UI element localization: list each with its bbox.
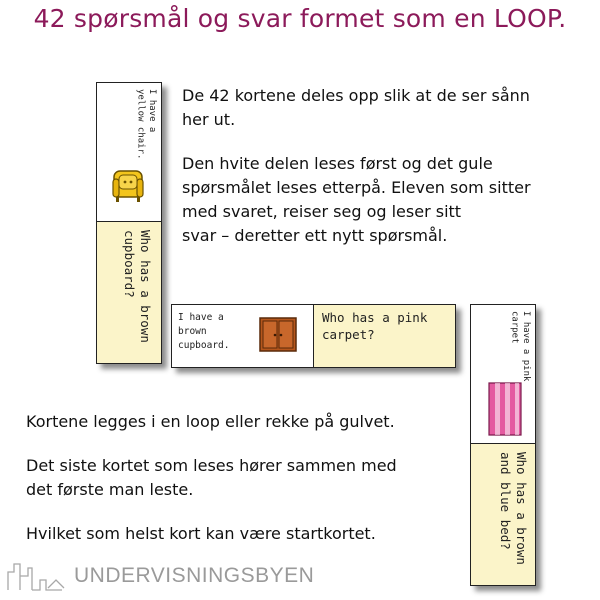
logo-text: UNDERVISNINGSBYEN — [74, 564, 315, 587]
intro-line-3: Den hvite delen leses først og det gule — [182, 154, 493, 173]
yellow-chair-icon — [111, 165, 145, 205]
answer-line-1: I have a pink — [521, 311, 531, 382]
question-line-2: carpet? — [322, 327, 375, 342]
card-answer-text — [134, 89, 157, 159]
question-line-1: Who has a pink — [322, 310, 428, 325]
brown-cupboard-icon — [258, 317, 298, 353]
intro-line-2: her ut. — [182, 110, 236, 129]
card-question-half — [97, 221, 161, 364]
instructions-paragraph — [26, 410, 466, 546]
intro-line-1: De 42 kortene deles opp slik at de ser sånn — [182, 86, 530, 105]
card-answer-half — [172, 305, 313, 367]
pink-carpet-icon — [487, 381, 523, 437]
intro-line-5: med svaret, reiser seg og leser sitt — [182, 202, 462, 221]
instruction-2a: Det siste kortet som leses hører sammen med — [26, 456, 397, 475]
instruction-2b: det første man leste. — [26, 480, 194, 499]
card-answer-text — [178, 311, 229, 353]
card-question-half — [313, 305, 456, 367]
answer-line-2: carpet — [509, 311, 520, 344]
intro-line-4: spørsmålet leses etterpå. Eleven som sitter — [182, 178, 531, 197]
card-answer-half — [97, 83, 161, 221]
page-title: 42 spørsmål og svar formet som en LOOP. — [33, 4, 567, 33]
card-answer-half — [471, 305, 535, 443]
card-yellow-chair — [96, 82, 162, 364]
intro-line-6: svar – deretter ett nytt spørsmål. — [182, 226, 448, 245]
answer-line-2: yellow chair. — [135, 89, 146, 160]
answer-line-3: cupboard. — [178, 340, 230, 351]
undervisningsbyen-logo — [6, 558, 315, 592]
intro-paragraph — [182, 84, 592, 248]
question-line-1: Who has a brown — [514, 452, 529, 565]
question-line-2: cupboard? — [121, 230, 137, 298]
question-line-2: and blue bed? — [497, 452, 513, 550]
card-question-text — [322, 309, 427, 343]
card-brown-cupboard — [171, 304, 456, 368]
card-pink-carpet — [470, 304, 536, 586]
answer-line-2: brown — [178, 326, 207, 337]
question-line-1: Who has a brown — [138, 230, 153, 343]
card-answer-text — [508, 311, 531, 381]
card-question-text — [497, 452, 530, 565]
card-question-text — [121, 230, 154, 343]
instruction-1: Kortene legges i en loop eller rekke på gulvet. — [26, 412, 395, 431]
city-skyline-icon — [6, 558, 68, 592]
instruction-3: Hvilket som helst kort kan være startkortet. — [26, 524, 376, 543]
answer-line-1: I have a — [178, 312, 224, 323]
card-question-half — [471, 443, 535, 586]
answer-line-1: I have a — [147, 89, 157, 133]
